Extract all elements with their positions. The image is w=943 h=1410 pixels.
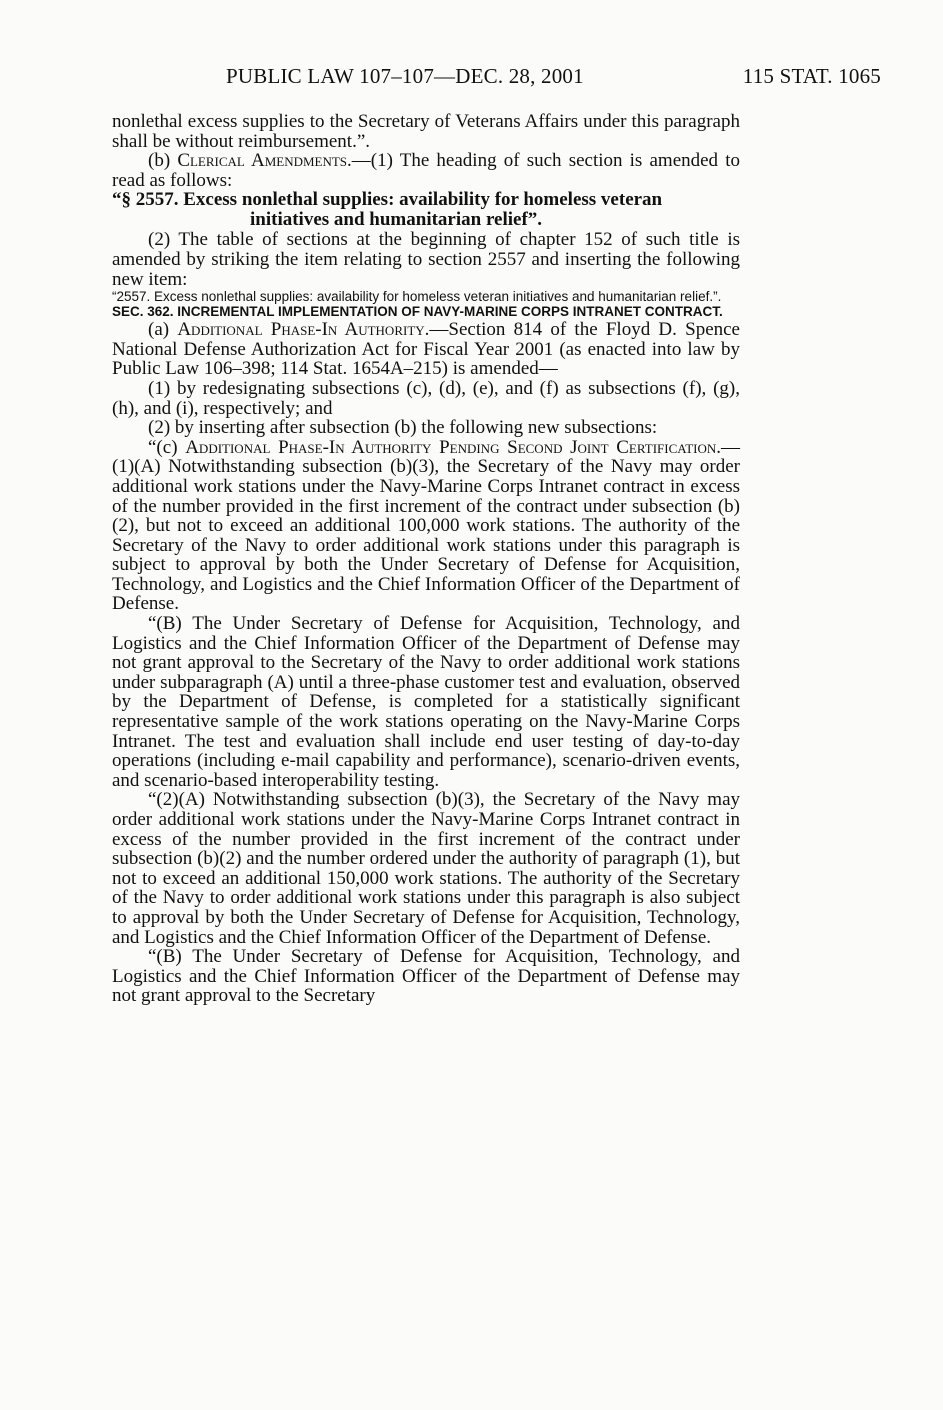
paragraph-continuation: nonlethal excess supplies to the Secretary of Veterans Affairs under this paragraph shall be without reimbursement.”.	[112, 111, 740, 152]
paragraph-text: .—Section 814 of the Floyd D. Spence National Defense Authorization Act for Fiscal Year 2001 (as enacted into law by Public Law 106–398; 114 Stat. 1654A–215) is amended—	[112, 319, 740, 380]
paragraph-subsection-c	[112, 438, 740, 614]
section-362-title: SEC. 362. INCREMENTAL IMPLEMENTATION OF NAVY-MARINE CORPS INTRANET CONTRACT.	[112, 304, 723, 320]
paragraph-clerical-amendments	[112, 151, 740, 190]
header-stat-citation: 115 STAT. 1065	[742, 64, 881, 88]
paragraph-prefix: (a)	[148, 319, 178, 341]
paragraph-heading-clerical: Clerical Amendments	[177, 150, 348, 172]
table-of-sections-item: “2557. Excess nonlethal supplies: availability for homeless veteran initiatives and humanitarian relief.”.	[112, 289, 722, 305]
paragraph-table-of-sections: (2) The table of sections at the beginning of chapter 152 of such title is amended by striking the item relating to section 2557 and inserting the following new item:	[112, 229, 740, 290]
paragraph-additional-phase-in	[112, 320, 740, 379]
paragraph-prefix: (b)	[148, 150, 178, 172]
paragraph-redesignating: (1) by redesignating subsections (c), (d), (e), and (f) as subsections (f), (g), (h), and (i), respectively; and	[112, 377, 740, 419]
paragraph-text: .—(1) The heading of such section is amended to read as follows:	[112, 150, 740, 191]
section-heading-text: Excess nonlethal supplies: availability for homeless veteran initiatives and humanitarian relief”.	[183, 189, 663, 231]
page-header	[0, 64, 943, 94]
paragraph-inserting: (2) by inserting after subsection (b) the following new subsections:	[148, 417, 658, 439]
document-body	[112, 112, 740, 1006]
paragraph-text: .—(1)(A) Notwithstanding subsection (b)(3), the Secretary of the Navy may order additional work stations under the Navy-Marine Corps Intranet contract in excess of the number provided in the first increment of the contract under subsection (b)(2), but not to exceed an additional 100,000 work stations. The authority of the Secretary of the Navy to order additional work stations under this paragraph is subject to approval by both the Under Secretary of Defense for Acquisition, Technology, and Logistics and the Chief Information Officer of the Department of Defense.	[112, 436, 740, 615]
section-heading-number: “§ 2557.	[112, 189, 179, 211]
paragraph-2a: “(2)(A) Notwithstanding subsection (b)(3), the Secretary of the Navy may order additional work stations under the Navy-Marine Corps Intranet contract in excess of the number provided in the first increment of the contract under subsection (b)(2) and the number ordered under the authority of paragraph (1), but not to exceed an additional 150,000 work stations. The authority of the Secretary of the Navy to order additional work stations under this paragraph is also subject to approval by both the Under Secretary of Defense for Acquisition, Technology, and Logistics and the Chief Information Officer of the Department of Defense.	[112, 789, 740, 948]
paragraph-prefix: “(c)	[148, 436, 186, 458]
header-title: PUBLIC LAW 107–107—DEC. 28, 2001	[226, 64, 584, 88]
paragraph-heading-pending-certification: Additional Phase-In Authority Pending Second Joint Certification	[185, 436, 717, 458]
paragraph-2b: “(B) The Under Secretary of Defense for Acquisition, Technology, and Logistics and the Chief Information Officer of the Department of Defense may not grant approval to the Secretary	[112, 946, 740, 1007]
paragraph-heading-phase-in: Additional Phase-In Authority	[177, 319, 425, 341]
section-heading-2557	[112, 190, 740, 230]
paragraph-subparagraph-b: “(B) The Under Secretary of Defense for Acquisition, Technology, and Logistics and the Chief Information Officer of the Department of Defense may not grant approval to the Secretary of the Navy to order additional work stations under subparagraph (A) until a three-phase customer test and evaluation, observed by the Department of Defense, is completed for a statistically significant representative sample of the work stations operating on the Navy-Marine Corps Intranet. The test and evaluation shall include end user testing of day-to-day operations (including e-mail capability and performance), scenario-driven events, and scenario-based interoperability testing.	[112, 613, 740, 791]
